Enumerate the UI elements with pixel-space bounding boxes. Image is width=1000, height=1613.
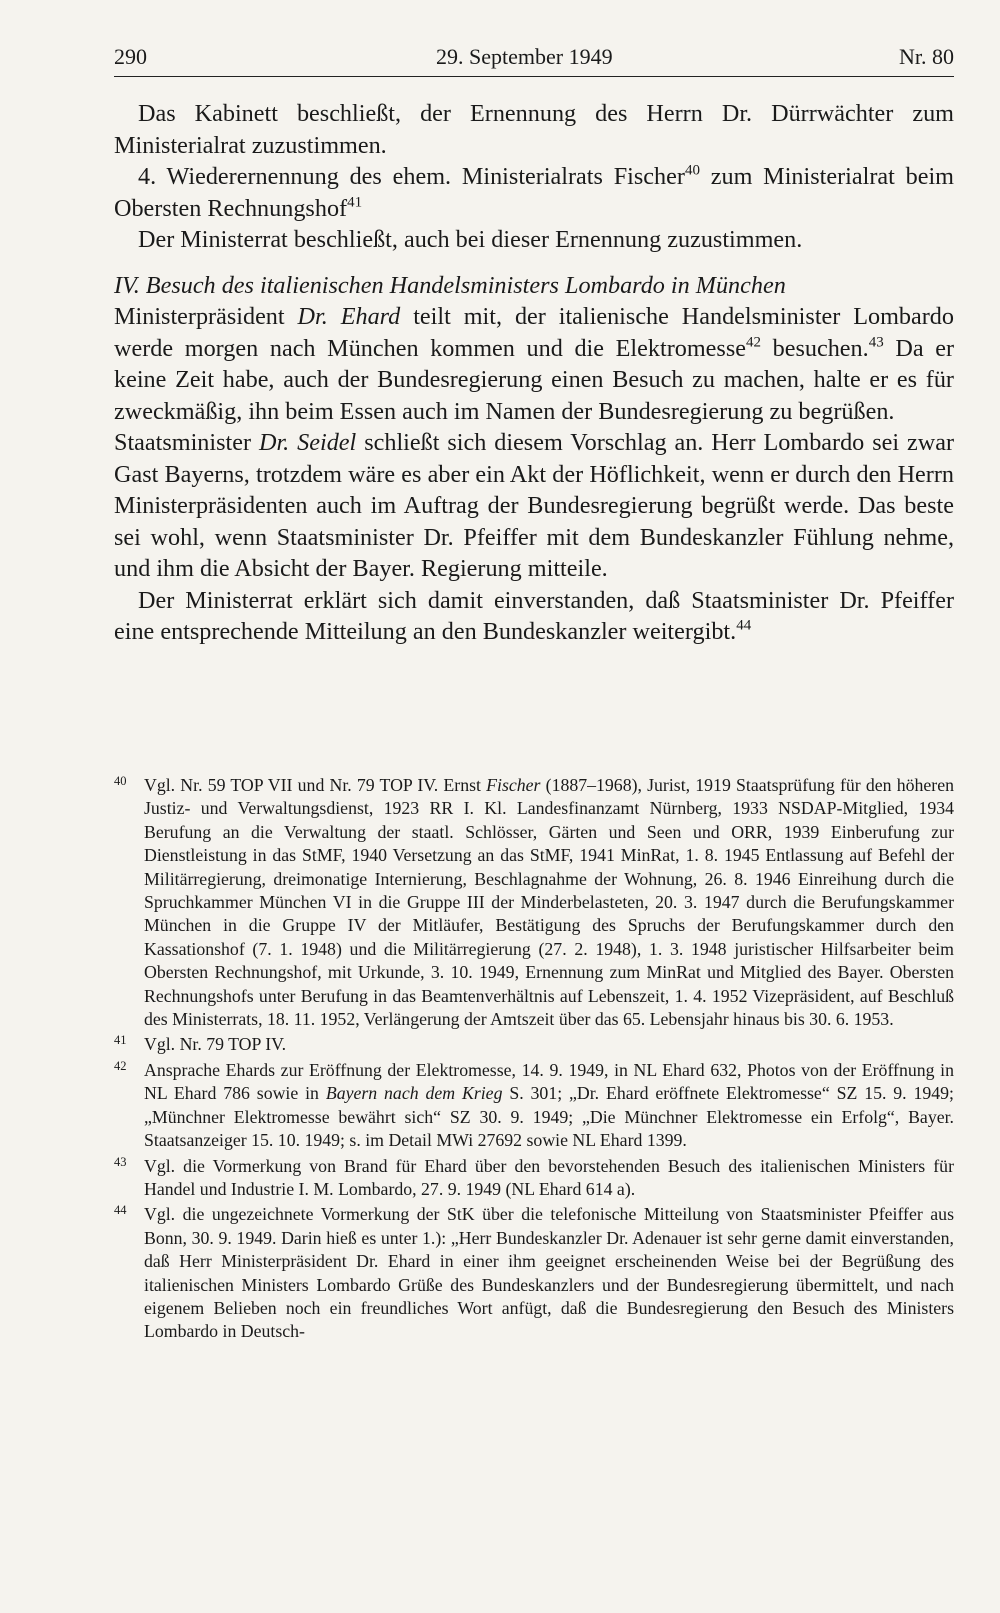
page-number: 290 [114, 44, 147, 69]
running-header [114, 38, 954, 77]
footnote-text: S. 301; „Dr. Ehard eröffnete Elektromesse“ SZ 15. 9. 1949; „Münchner Elektromesse bewährt sich“ SZ 30. 9. 1949; „Die Münchner Elektromesse ein Erfolg“, Bayer. Staatsanzeiger 15. 10. 1949; s. im Detail MWi 27692 sowie NL Ehard 1399. [144, 1083, 954, 1151]
paragraph-1: Das Kabinett beschließt, der Ernennung des Herrn Dr. Dürrwächter zum Ministerialrat zuzustimmen. [114, 100, 954, 159]
footnote-ref-41[interactable]: 41 [347, 194, 363, 211]
footnote [114, 1155, 954, 1202]
footnote-emphasis: Bayern nach dem Krieg [325, 1083, 503, 1104]
header-date: 29. September 1949 [436, 44, 613, 69]
footnote-text: Vgl. Nr. 59 TOP VII und Nr. 79 TOP IV. Ernst [144, 775, 487, 795]
footnote-text: Vgl. die Vormerkung von Brand für Ehard über den bevorstehenden Besuch des italienischen Ministers für Handel und Industrie I. M. Lombardo, 27. 9. 1949 (NL Ehard 614 a). [144, 1155, 954, 1199]
footnote-ref-40[interactable]: 40 [684, 162, 700, 179]
footnote-text: (1887–1968), Jurist, 1919 Staatsprüfung für den höheren Justiz- und Verwaltungsdienst, 1923 RR I. Kl. Landesfinanzamt Nürnberg, 1933 NSDAP-Mitglied, 1934 Berufung an die Verwaltung der staatl. Schlösser, Gärten und Seen und ORR, 1939 Einberufung zur Dienstleistung in das StMF, 1940 Versetzung an das StMF, 1941 MinRat, 1. 8. 1945 Entlassung auf Befehl der Militärregierung, dreimonatige Internierung, Beschlagnahme der Wohnung, 26. 8. 1946 Einreihung durch die Spruchkammer München VI in die Gruppe III der Minderbelasteten, 20. 3. 1947 durch die Berufungskammer München in die Gruppe IV der Mitläufer, Bestätigung des Spruchs der Berufungskammer durch den Kassationshof (7. 1. 1948) und die Militärregierung (27. 2. 1948), 1. 3. 1948 juristischer Hilfsarbeiter beim Obersten Rechnungshof, mit Urkunde, 3. 10. 1949, Ernennung zum MinRat und Mitglied des Bayer. Obersten Rechnungshofs unter Berufung in das Beamtenverhältnis auf Lebenszeit, 1. 4. 1952 Vizepräsident, auf Beschluß des Ministerrats, 18. 11. 1952, Verlängerung der Amtszeit über das 65. Lebensjahr hinaus bis 30. 6. 1953. [144, 775, 954, 1030]
footnote-number: 40 [114, 774, 127, 788]
paragraph-5-text-b: schließt sich diesem Vorschlag an. Herr Lombardo sei zwar Gast Bayerns, trotzdem wäre es aber ein Akt der Höflichkeit, wenn er durch den Herrn Ministerpräsidenten auch im Auftrag der Bundesregierung begrüßt werde. Das beste sei wohl, wenn Staatsminister Dr. Pfeiffer mit dem Bundeskanzler Fühlung nehme, und ihm die Absicht der Bayer. Regierung mitteile. [114, 429, 954, 582]
paragraph-3: Der Ministerrat beschließt, auch bei dieser Ernennung zuzustimmen. [138, 226, 803, 253]
footnotes [114, 774, 954, 1346]
footnote-text: Vgl. Nr. 79 TOP IV. [144, 1034, 287, 1055]
footnote-text: Vgl. die ungezeichnete Vormerkung der StK über die telefonische Mitteilung von Staatsminister Pfeiffer aus Bonn, 30. 9. 1949. Darin hieß es unter 1.): „Herr Bundeskanzler Dr. Adenauer ist sehr gerne damit einverstanden, daß Herr Ministerpräsident Dr. Ehard in einer ihm geeignet erscheinenden Weise bei der Begrüßung des italienischen Ministers Lombardo Grüße des Bundeskanzlers und der Bundesregierung übermittelt, und nach eigenem Belieben noch ein freundliches Wort anfügt, daß die Bundesregierung den Besuch des Ministers Lombardo in Deutsch- [144, 1204, 954, 1342]
person-name-ehard: Dr. Ehard [297, 303, 401, 330]
paragraph-4-text-a: Ministerpräsident [114, 303, 298, 330]
person-name-seidel: Dr. Seidel [258, 429, 357, 456]
footnote-number: 43 [114, 1154, 127, 1169]
paragraph-2-text-a: 4. Wiederernennung des ehem. Ministerialrats Fischer [138, 163, 685, 190]
footnote [114, 1033, 954, 1056]
footnote [114, 1203, 954, 1343]
footnote [114, 1059, 954, 1153]
paragraph-4-text-c: besuchen. [760, 334, 869, 362]
footnote-number: 41 [114, 1033, 127, 1048]
paragraph-4-text-b: teilt mit, der italienische Handelsminister Lombardo werde morgen nach München kommen und die Elektromesse [114, 303, 954, 362]
footnote-ref-42[interactable]: 42 [745, 334, 761, 351]
paragraph-5-text-a: Staatsminister [114, 429, 259, 456]
section-heading: IV. Besuch des italienischen Handelsministers Lombardo in München [114, 271, 786, 299]
paragraph-6 [114, 585, 954, 648]
footnote-text: Ansprache Ehards zur Eröffnung der Elektromesse, 14. 9. 1949, in NL Ehard 632, Photos von der Eröffnung in NL Ehard 786 sowie in [144, 1059, 954, 1104]
footnote [114, 774, 954, 1031]
footnote-number: 42 [114, 1058, 127, 1073]
paragraph-6-text: Der Ministerrat erklärt sich damit einverstanden, daß Staatsminister Dr. Pfeiffer eine entsprechende Mitteilung an den Bundeskanzler weitergibt. [114, 586, 954, 645]
footnote-ref-43[interactable]: 43 [868, 334, 884, 351]
issue-number: Nr. 80 [899, 44, 954, 69]
paragraph-5 [114, 427, 954, 585]
paragraph-4-text-d: Da er keine Zeit habe, auch der Bundesregierung einen Besuch zu machen, halte er es für zweckmäßig, ihn beim Essen auch im Namen der Bundesregierung zu begrüßen. [114, 334, 955, 425]
paragraph-2-text-b: zum Ministerialrat beim Obersten Rechnungshof [114, 163, 954, 222]
main-text [114, 98, 954, 648]
footnote-number: 44 [114, 1203, 127, 1218]
footnote-ref-44[interactable]: 44 [736, 617, 752, 634]
paragraph-2 [114, 161, 954, 224]
paragraph-4 [114, 301, 954, 427]
footnote-emphasis: Fischer [486, 775, 541, 795]
